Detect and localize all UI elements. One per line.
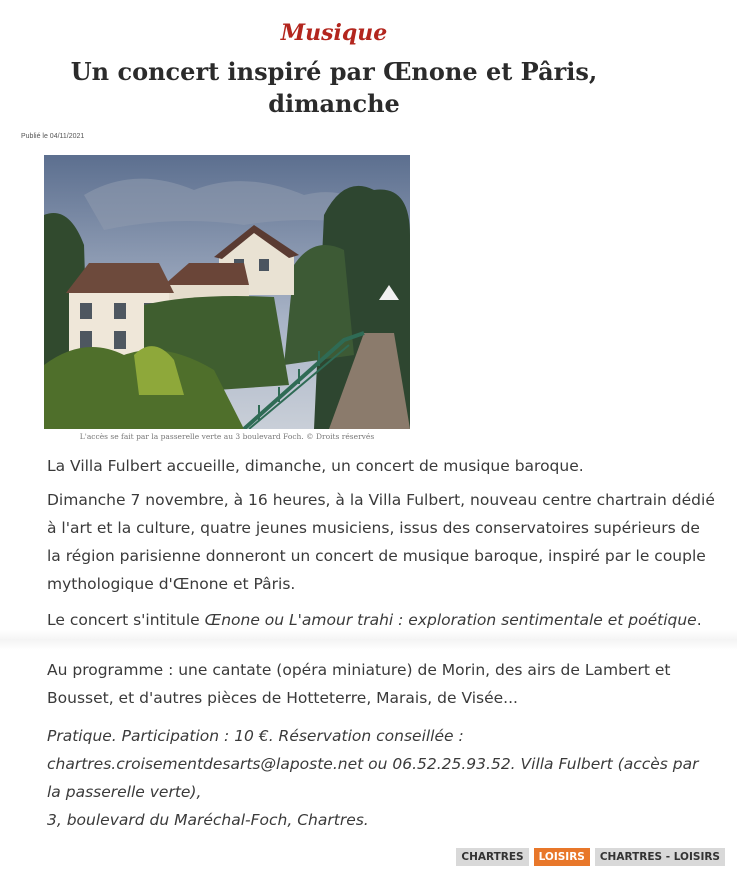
article-lead: La Villa Fulbert accueille, dimanche, un concert de musique baroque. [47,457,584,475]
tag-chartres-loisirs[interactable]: CHARTRES - LOISIRS [595,848,725,866]
article-photo [44,155,410,429]
paragraph-text: Le concert s'intitule [47,611,205,629]
article-paragraph: Dimanche 7 novembre, à 16 heures, à la Villa Fulbert, nouveau centre chartrain dédié à l'art et la culture, quatre jeunes musiciens, issus des conservatoires supérieurs de la région parisienne donneront un concert de musique baroque, inspiré par le couple mythologique d'Œnone et Pâris. [47,491,715,593]
paywall-fade [0,630,737,650]
photo-caption: L'accès se fait par la passerelle verte au 3 boulevard Foch. © Droits réservés [79,432,375,441]
practical-info-line: Pratique. Participation : 10 €. Réservation conseillée : chartres.croisementdesarts@laposte.net ou 06.52.25.93.52. Villa Fulbert (accès par la passerelle verte), [47,727,699,801]
tag-loisirs[interactable]: LOISIRS [534,848,590,866]
paragraph-text: . [696,611,702,629]
practical-info [47,722,717,834]
practical-info-address: 3, boulevard du Maréchal-Foch, Chartres. [47,811,369,829]
publish-date: Publié le 04/11/2021 [21,133,85,140]
tag-list [456,848,725,866]
tag-chartres[interactable]: CHARTRES [456,848,528,866]
article-paragraph: Au programme : une cantate (opéra miniature) de Morin, des airs de Lambert et Bousset, et d'autres pièces de Hotteterre, Marais, de Visée... [47,661,671,707]
concert-title: Œnone ou L'amour trahi : exploration sentimentale et poétique [204,611,697,629]
article-kicker: Musique [280,20,388,46]
article-title: Un concert inspiré par Œnone et Pâris, dimanche [70,57,598,118]
